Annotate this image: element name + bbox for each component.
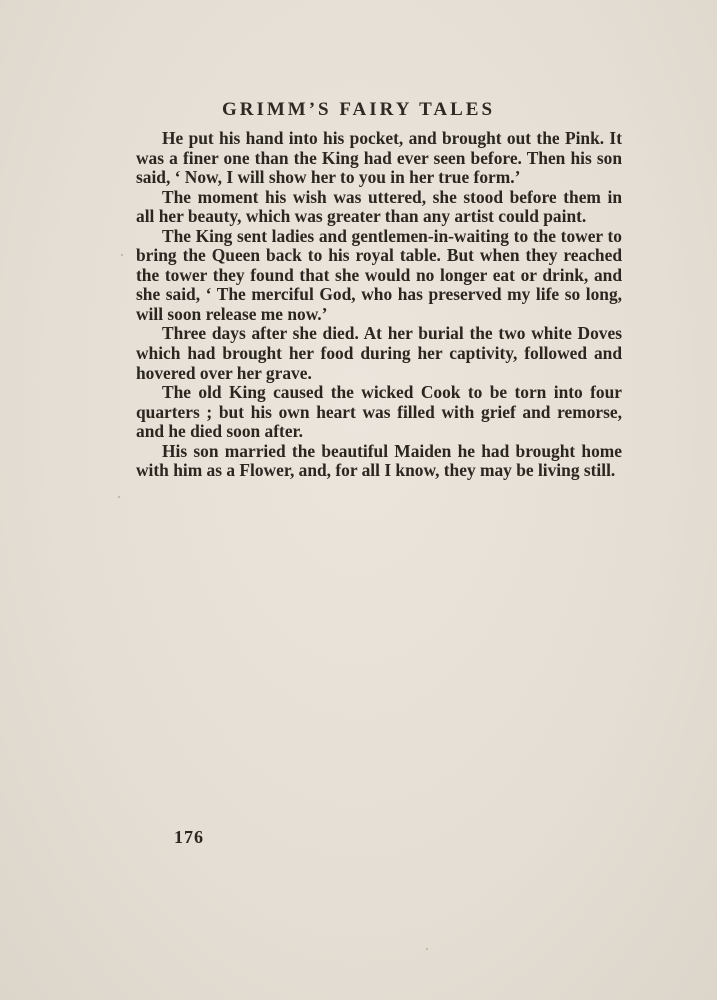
paragraph: He put his hand into his pocket, and brought out the Pink. It was a finer one than the King had ever seen before. Then his son said, ‘ Now, I will show her to you in her true form.’ (136, 128, 622, 188)
paragraph: The moment his wish was uttered, she stood before them in all her beauty, which was greater than any artist could paint. (136, 186, 622, 227)
paper-speck (118, 496, 120, 498)
paper-speck (426, 948, 428, 950)
body-text (136, 129, 622, 481)
running-head: GRIMM’S FAIRY TALES (221, 99, 496, 120)
paragraph: The old King caused the wicked Cook to be torn into four quarters ; but his own heart was filled with grief and remorse, and he died soon after. (136, 382, 622, 442)
page-number: 176 (174, 827, 204, 847)
paragraph: His son married the beautiful Maiden he had brought home with him as a Flower, and, for all I know, they may be living still. (136, 440, 622, 481)
paragraph: The King sent ladies and gentlemen-in-waiting to the tower to bring the Queen back to his royal table. But when they reached the tower they found that she would no longer eat or drink, and she said, ‘ The merciful God, who has preserved my life so long, will soon release me now.’ (136, 225, 622, 324)
paper-speck (121, 254, 123, 256)
paragraph: Three days after she died. At her burial the two white Doves which had brought her food during her captivity, followed and hovered over her grave. (136, 323, 622, 383)
